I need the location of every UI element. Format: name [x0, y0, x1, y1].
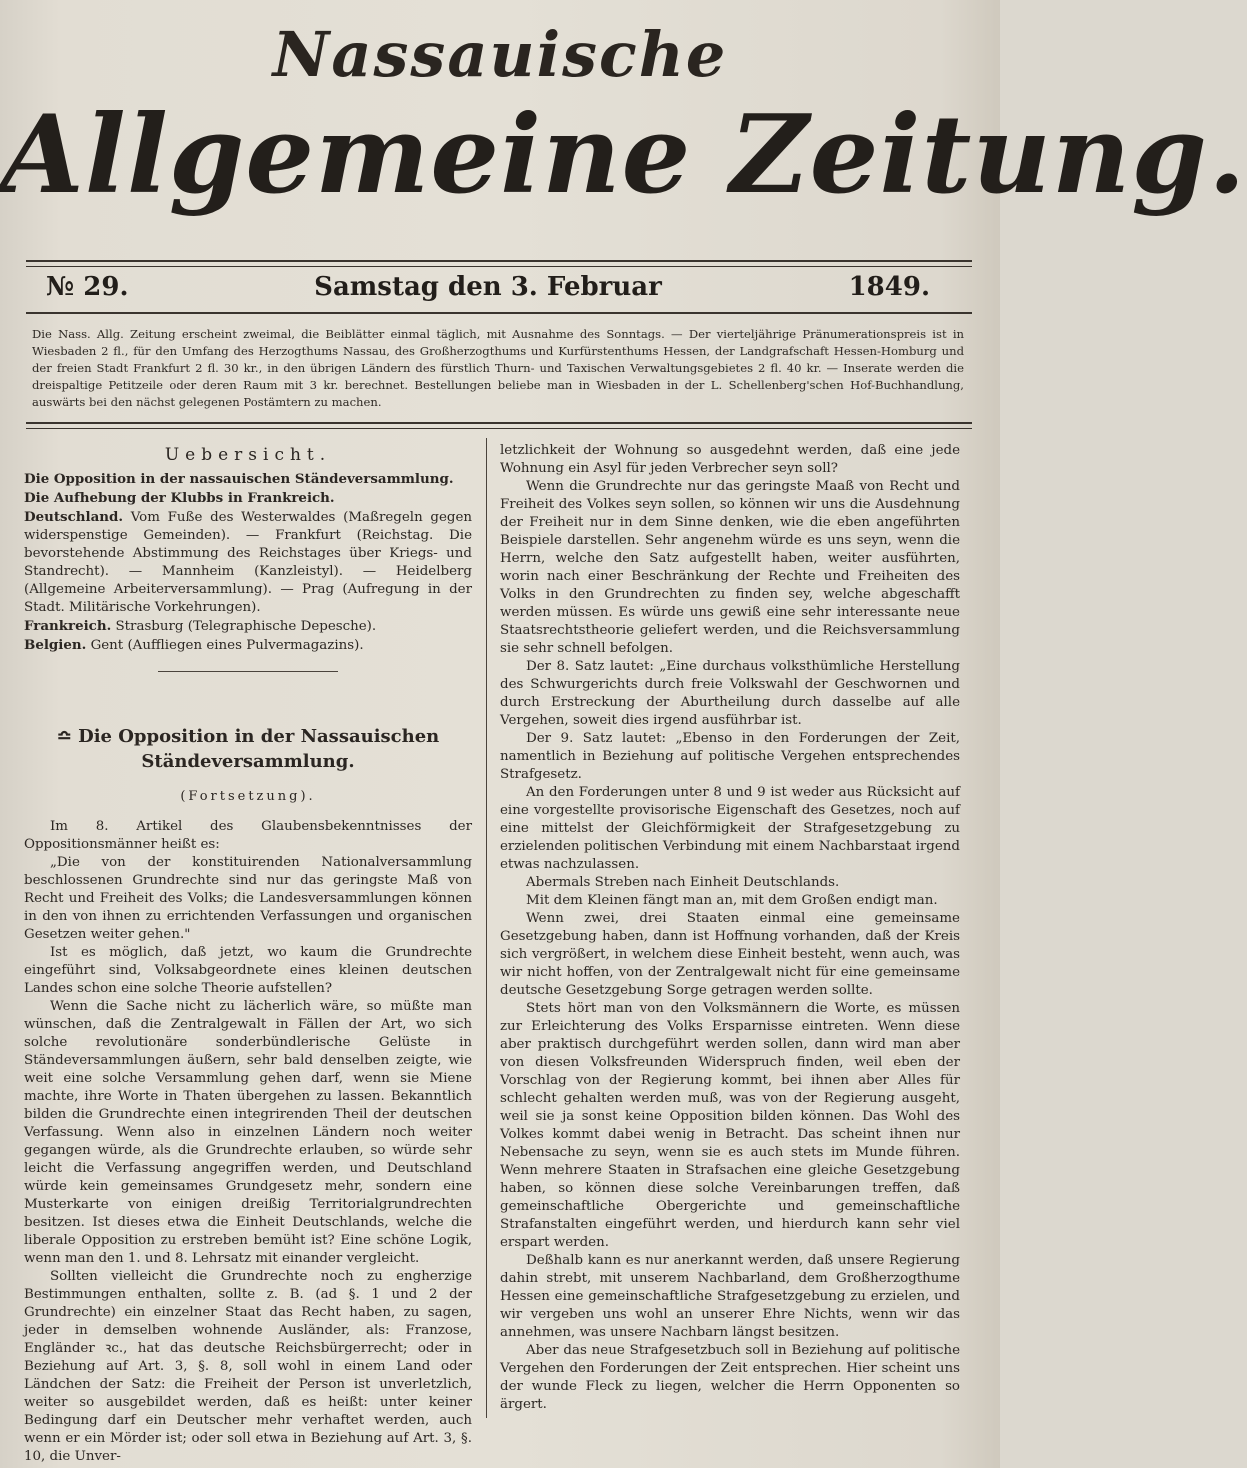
- article-paragraph: Mit dem Kleinen fängt man an, mit dem Großen endigt man.: [526, 893, 938, 908]
- issue-number: № 29.: [46, 272, 129, 302]
- section-divider: [158, 671, 338, 672]
- article-paragraph: „Die von der konstituirenden Nationalversammlung beschlossenen Grundrechte sind nur das geringste Maß von Recht und Freiheit des Volks; die Landesversammlungen können in den von ihnen zu errichtenden Verfassungen und organischen Gesetzen weiter gehen.": [24, 855, 472, 942]
- article-paragraph: Deßhalb kann es nur anerkannt werden, daß unsere Regierung dahin strebt, mit unserem Nachbarland, dem Großherzogthume Hessen eine gemeinschaftliche Strafgesetzgebung zu erzielen, und wir vergeben uns wohl an unserer Ehre Nichts, wenn wir das annehmen, was unsere Nachbarn längst besitzen.: [500, 1253, 960, 1340]
- masthead-rule-top: [26, 260, 972, 262]
- article-paragraph: Stets hört man von den Volksmännern die Worte, es müssen zur Erleichterung des Volks Ersparnisse eintreten. Wenn diese aber praktisch durchgeführt werden sollen, dann wird man aber von diesen Volksfreunden Widerspruch finden, weil eben der Vorschlag von der Regierung kommt, bei ihnen aber Alles für schlecht gehalten werden muß, was von der Regierung ausgeht, weil sie ja sonst keine Opposition bilden können. Das Wohl des Volkes kommt dabei wenig in Betracht. Das scheint ihnen nur Nebensache zu seyn, wenn sie es auch stets im Munde führen. Wenn mehrere Staaten in Strafsachen eine gleiche Gesetzgebung haben, so können diese solche Vereinbarungen treffen, daß gemeinschaftliche Obergerichte und gemeinschaftliche Strafanstalten eingeführt werden, und hierdurch kann sehr viel erspart werden.: [500, 1001, 960, 1250]
- dateline-rule: [26, 312, 972, 314]
- article-paragraph: letzlichkeit der Wohnung so ausgedehnt werden, daß eine jede Wohnung ein Asyl für jeden Verbrecher seyn soll?: [500, 443, 960, 476]
- article-continued: (Fortsetzung).: [180, 789, 316, 804]
- masthead-rule-top-thin: [26, 266, 972, 267]
- column-divider: [486, 438, 487, 1418]
- article-paragraph: Wenn die Grundrechte nur das geringste Maaß von Recht und Freiheit des Volkes seyn sollen, so können wir uns die Ausdehnung der Freiheit nur in dem Sinne denken, wie die eben angeführten Beispiele darstellen. Sehr angenehm würde es uns seyn, wenn die Herrn, welche den Satz aufgestellt haben, weiter ausführten, worin nach einer Beschränkung der Rechte und Freiheiten des Volks in den Grundrechten zu finden sey, welche abgeschafft werden müssen. Es würde uns gewiß eine sehr interessante neue Staatsrechtstheorie geliefert werden, und die Reichsversammlung sie sehr schnell befolgen.: [500, 479, 960, 656]
- article-paragraph: Der 8. Satz lautet: „Eine durchaus volksthümliche Herstellung des Schwurgerichts durch freie Volkswahl der Geschwornen und durch Erstreckung der Aburtheilung durch dasselbe auf alle Vergehen, soweit dies irgend ausführbar ist.: [500, 659, 960, 728]
- article-paragraph: Wenn die Sache nicht zu lächerlich wäre, so müßte man wünschen, daß die Zentralgewalt in Fällen der Art, wo sich solche revolutionäre sonderbündlerische Gelüste in Ständeversammlungen äußern, sehr bald denselben zeigte, wie weit eine solche Versammlung gehen darf, wenn sie Miene machte, ihre Worte in Thaten übergehen zu lassen. Bekanntlich bilden die Grundrechte einen integrirenden Theil der deutschen Verfassung. Wenn also in einzelnen Ländern noch weiter gegangen würde, als die Grundrechte erlauben, so würde sehr leicht die Verfassung angegriffen werden, und Deutschland würde kein gemeinsames Grundgesetz mehr, sondern eine Musterkarte von einigen dreißig Territorialgrundrechten besitzen. Ist dieses etwa die Einheit Deutschlands, welche die liberale Opposition zu erstreben bemüht ist? Eine schöne Logik, wenn man den 1. und 8. Lehrsatz mit einander vergleicht.: [24, 999, 472, 1266]
- article-paragraph: Aber das neue Strafgesetzbuch soll in Beziehung auf politische Vergehen den Forderungen der Zeit entsprechen. Hier scheint uns der wunde Fleck zu liegen, welcher die Herrn Opponenten so ärgert.: [500, 1343, 960, 1412]
- notice-rule: [26, 422, 972, 424]
- subscription-notice: Die Nass. Allg. Zeitung erscheint zweimal, die Beiblätter einmal täglich, mit Ausnahme des Sonntags. — Der vierteljährige Pränumerationspreis ist in Wiesbaden 2 fl., für den Umfang des Herzogthums Nassau, des Großherzogthums und Kurfürstenthums Hessen, der Landgrafschaft Hessen-Homburg und der freien Stadt Frankfurt 2 fl. 30 kr., in den übrigen Ländern des fürstlich Thurn- und Taxischen Verwaltungsgebietes 2 fl. 40 kr. — Inserate werden die dreispaltige Petitzeile oder deren Raum mit 3 kr. berechnet. Bestellungen beliebe man in Wiesbaden in der L. Schellenberg'schen Hof-Buchhandlung, auswärts bei den nächst gelegenen Postämtern zu machen.: [32, 327, 964, 409]
- article-paragraph: Abermals Streben nach Einheit Deutschlands.: [526, 875, 840, 890]
- article-paragraph: An den Forderungen unter 8 und 9 ist weder aus Rücksicht auf eine vorgestellte provisorische Eigenschaft des Gesetzes, noch auf eine mittelst der Gleichförmigkeit der Strafgesetzgebung zu erzielenden politischen Verbindung mit einem Nachbarstaat irgend etwas nachzulassen.: [500, 785, 960, 872]
- dateline: [46, 272, 930, 308]
- article-paragraph: Im 8. Artikel des Glaubensbekenntnisses der Oppositionsmänner heißt es:: [24, 819, 472, 852]
- article-paragraph: Sollten vielleicht die Grundrechte noch zu engherzige Bestimmungen enthalten, sollte z. B. (ad §. 1 und 2 der Grundrechte) ein einzelner Staat das Recht haben, zu sagen, jeder in demselben wohnende Ausländer, als: Franzose, Engländer ꝛc., hat das deutsche Reichsbürgerrecht; oder in Beziehung auf Art. 3, §. 8, soll wohl in einem Land oder Ländchen der Satz: die Freiheit der Person ist unverletzlich, weiter so ausgebildet werden, daß es heißt: unter keiner Bedingung darf ein Deutscher mehr verhaftet werden, auch wenn er ein Mörder ist; oder soll etwa in Beziehung auf Art. 3, §. 10, die Unver-: [24, 1269, 472, 1464]
- issue-year: 1849.: [848, 272, 930, 302]
- article-paragraph: Ist es möglich, daß jetzt, wo kaum die Grundrechte eingeführt sind, Volksabgeordnete eines kleinen deutschen Landes schon eine solche Theorie aufstellen?: [24, 945, 472, 996]
- overview-item: Deutschland. Vom Fuße des Westerwaldes (Maßregeln gegen widerspenstige Gemeinden). — Frankfurt (Reichstag. Die bevorstehende Abstimmung des Reichstages über Kriegs- und Standrecht). — Mannheim (Kanzleistyl). — Heidelberg (Allgemeine Arbeiterversammlung). — Prag (Aufregung in der Stadt. Militärische Vorkehrungen).: [24, 509, 472, 615]
- overview-item: Die Opposition in der nassauischen Ständeversammlung.: [24, 471, 454, 487]
- overview-item: Frankreich. Strasburg (Telegraphische Depesche).: [24, 618, 377, 634]
- article-paragraph: Der 9. Satz lautet: „Ebenso in den Forderungen der Zeit, namentlich in Beziehung auf politische Vergehen entsprechendes Strafgesetz.: [500, 731, 960, 782]
- article-paragraph: Wenn zwei, drei Staaten einmal eine gemeinsame Gesetzgebung haben, dann ist Hoffnung vorhanden, daß der Kreis sich vergrößert, in welchem diese Einheit besteht, wenn auch, was wir nicht hoffen, von der Zentralgewalt nicht für eine gemeinsame deutsche Gesetzgebung Sorge getragen werden sollte.: [500, 911, 960, 998]
- overview-item: Belgien. Gent (Auffliegen eines Pulvermagazins).: [24, 637, 364, 653]
- overview-item: Die Aufhebung der Klubbs in Frankreich.: [24, 490, 335, 506]
- overview-title: Uebersicht.: [164, 445, 332, 465]
- right-column: [500, 442, 960, 1414]
- article-title: ≏ Die Opposition in der Nassauischen Ständeversammlung.: [56, 726, 440, 772]
- issue-date: Samstag den 3. Februar: [314, 272, 662, 302]
- masthead-line2: Allgemeine Zeitung.: [0, 92, 1247, 218]
- left-column: [24, 440, 472, 1466]
- notice-rule-thin: [26, 428, 972, 429]
- masthead-line1: Nassauische: [272, 18, 728, 91]
